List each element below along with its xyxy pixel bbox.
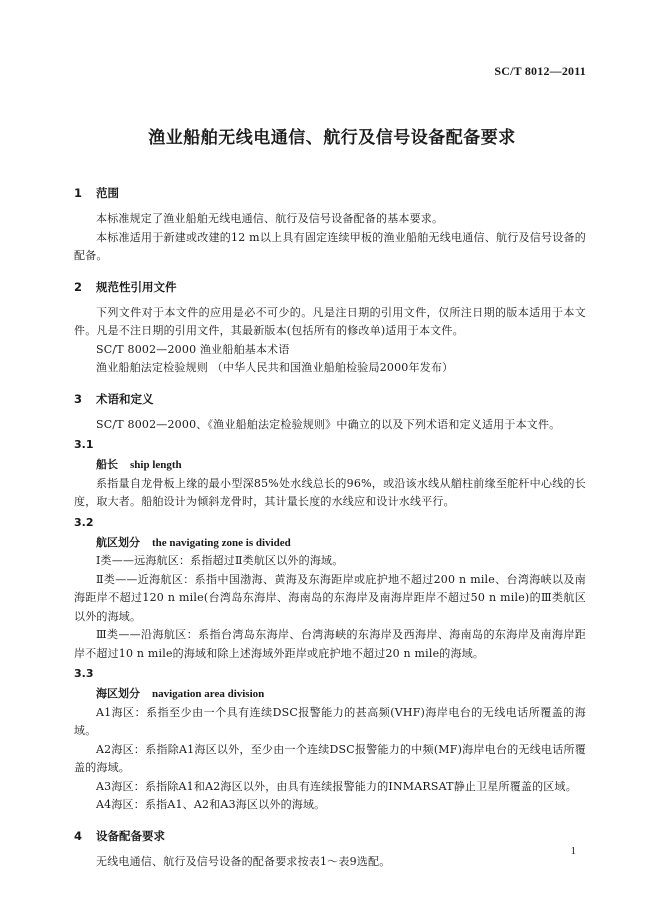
term-definition: Ⅲ类——沿海航区：系指台湾岛东海岸、台湾海峡的东海岸及西海岸、海南岛的东海岸及南海岸距岸不超过10 n mile的海域和除上述海域外距岸或庇护地不超过20 n mile的海域。	[74, 628, 586, 660]
section-title: 术语和定义	[96, 391, 154, 406]
section-number: 3	[74, 391, 83, 406]
section-title: 规范性引用文件	[96, 279, 177, 294]
page-number: 1	[570, 845, 576, 857]
subsection-number: 3.2	[74, 515, 94, 529]
section-number: 1	[74, 186, 83, 200]
term-definition: A1海区：系指至少由一个具有连续DSC报警能力的甚高频(VHF)海岸电台的无线电话所覆盖的海域。	[74, 705, 586, 737]
term-definition: A2海区：系指除A1海区以外，至少由一个连续DSC报警能力的中频(MF)海岸电台的无线电话所覆盖的海域。	[74, 742, 586, 774]
document-title: 渔业船舶无线电通信、航行及信号设备配备要求	[148, 128, 516, 148]
term-definition: A4海区：系指A1、A2和A3海区以外的海域。	[96, 798, 326, 811]
section-1-heading	[74, 184, 586, 202]
section-title: 设备配备要求	[96, 828, 165, 843]
standard-code: SC/T 8012—2011	[494, 64, 586, 78]
term-heading	[74, 685, 586, 704]
paragraph: SC/T 8002—2000、《渔业船舶法定检验规则》中确立的以及下列术语和定义适用于本文件。	[96, 417, 561, 431]
subsection-number: 3.1	[74, 438, 94, 451]
paragraph: 本标准适用于新建或改建的12 m以上具有固定连续甲板的渔业船舶无线电通信、航行及信号设备的配备。	[74, 230, 586, 262]
term-heading	[74, 534, 586, 553]
term-english: navigation area division	[152, 688, 265, 700]
paragraph: 本标准规定了渔业船舶无线电通信、航行及信号设备配备的基本要求。	[96, 212, 444, 225]
term-chinese: 船长	[96, 458, 118, 471]
paragraph: 无线电通信、航行及信号设备的配备要求按表1～表9选配。	[96, 854, 391, 868]
term-english: the navigating zone is divided	[152, 536, 291, 549]
reference-item: SC/T 8002—2000 渔业船舶基本术语	[96, 342, 290, 356]
term-definition: 系指量自龙骨板上缘的最小型深85%处水线总长的96%，或沿该水线从艏柱前缘至舵杆中心线的长度，取大者。船舶设计为倾斜龙骨时，其计量长度的水线应和设计水线平行。	[74, 476, 586, 508]
term-heading	[74, 456, 586, 475]
section-number: 2	[74, 279, 83, 294]
document-body	[74, 178, 586, 871]
section-number: 4	[74, 828, 83, 843]
section-2-heading	[74, 278, 586, 296]
paragraph: 下列文件对于本文件的应用是必不可少的。凡是注日期的引用文件，仅所注日期的版本适用于本文件。凡是不注日期的引用文件，其最新版本(包括所有的修改单)适用于本文件。	[74, 305, 586, 337]
term-definition: A3海区：系指除A1和A2海区以外，由具有连续报警能力的INMARSAT静止卫星所覆盖的区域。	[96, 779, 577, 793]
subsection-number: 3.3	[74, 667, 94, 680]
section-3-heading	[74, 390, 586, 408]
term-definition: Ⅰ类——远海航区：系指超过Ⅱ类航区以外的海域。	[96, 554, 344, 567]
reference-item: 渔业船舶法定检验规则 （中华人民共和国渔业船舶检验局2000年发布）	[96, 361, 454, 374]
term-english: ship length	[130, 459, 182, 471]
term-chinese: 航区划分	[96, 535, 140, 549]
term-chinese: 海区划分	[96, 687, 140, 700]
term-definition: Ⅱ类——近海航区：系指中国渤海、黄海及东海距岸或庇护地不超过200 n mile、台湾海峡以及南海距岸不超过120 n mile(台湾岛东海岸、海南岛的东海岸及南海岸距岸不超过50 n mile)的Ⅲ类航区以外的海域。	[74, 572, 586, 623]
section-4-heading	[74, 827, 586, 845]
section-title: 范围	[96, 186, 119, 200]
